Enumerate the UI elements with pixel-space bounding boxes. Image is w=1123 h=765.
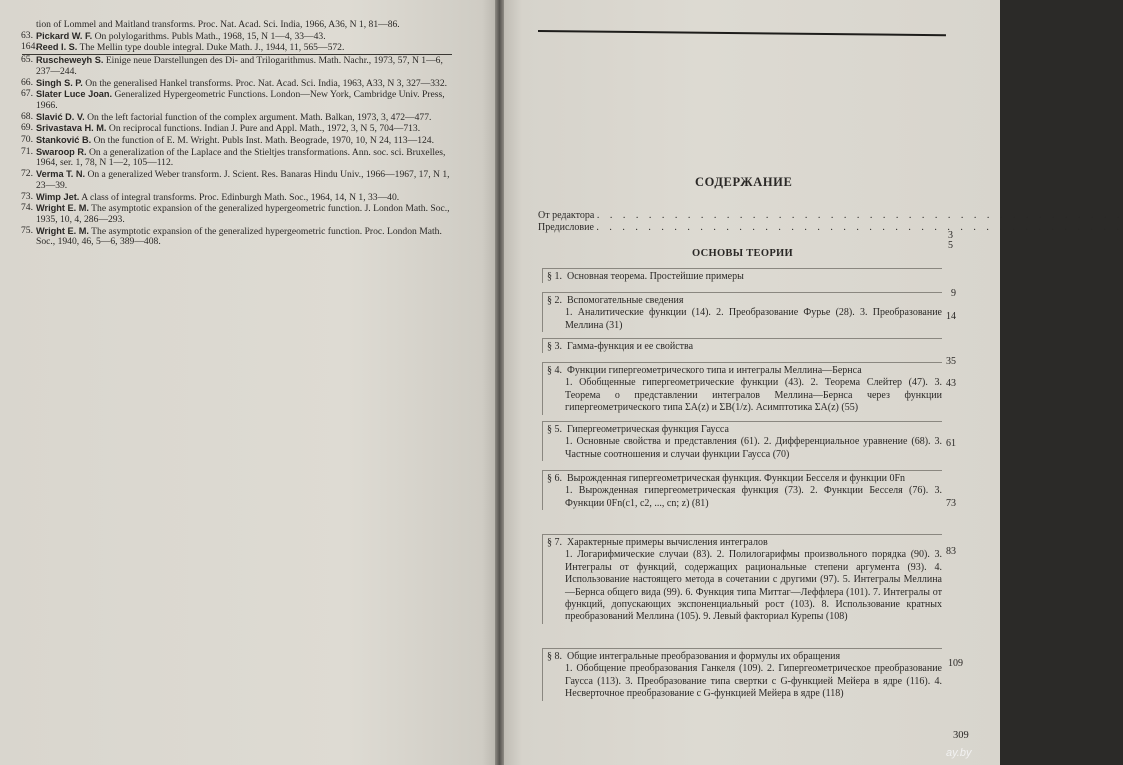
- bib-entry: 164. Reed I. S. The Mellin type double integral. Duke Math. J., 1944, 11, 565—572.: [22, 42, 452, 55]
- toc-page-number: 83: [946, 546, 956, 557]
- toc-page-number: 43: [946, 378, 956, 389]
- toc-section: § 6. Вырожденная гипергеометрическая функция. Функции Бесселя и функции 0Fn 1. Вырожденная гипергеометрическая функция (73). 2. Функции Бесселя (76). 3. Функции 0Fn(c1, c2, ..., cn; z) (81): [542, 470, 942, 510]
- toc-page-number: 35: [946, 356, 956, 367]
- bib-entry: 68. Slavić D. V. On the left factorial function of the complex argument. Math. Balkan, 1973, 3, 472—477.: [21, 110, 432, 123]
- bib-entry: 73. Wimp Jet. A class of integral transforms. Proc. Edinburgh Math. Soc., 1964, 14, N 1, 33—40.: [21, 190, 400, 203]
- bib-entry: 75. Wright E. M. The asymptotic expansion of the generalized hypergeometric function. Proc. London Math. Soc., 1940, 46, 5—6, 389—408.: [21, 224, 442, 248]
- toc-title: СОДЕРЖАНИЕ: [695, 175, 793, 189]
- toc-section: § 8. Общие интегральные преобразования и формулы их обращения 1. Обобщение преобразования Ганкеля (109). 2. Гипергеометрическое преобразование Гаусса (113). 3. Преобразование типа свертки с G-функцией Мейера в ядре (116). 4. Несверточное преобразование с G-функцией Мейера в ядре (118): [542, 648, 942, 701]
- toc-page-number: 3: [948, 230, 953, 241]
- toc-section: § 2. Вспомогательные сведения 1. Аналитические функции (14). 2. Преобразование Фурье (28). 3. Преобразование Меллина (31): [542, 292, 942, 332]
- toc-page-number: 9: [951, 288, 956, 299]
- page-number: 309: [953, 730, 969, 741]
- bib-entry: 71. Swaroop R. On a generalization of the Laplace and the Stieltjes transformations. Ann. soc. sci. Bruxelles, 1964, ser. 1, 78, N 1—2, 105—112.: [21, 145, 446, 169]
- watermark-text: ay.by: [946, 747, 972, 759]
- part-title: ОСНОВЫ ТЕОРИИ: [692, 248, 793, 259]
- bib-entry: 70. Stanković B. On the function of E. M. Wright. Publs Inst. Math. Beograde, 1970, 10, N 24, 113—124.: [21, 134, 434, 147]
- bib-entry: 69. Srivastava H. M. On reciprocal functions. Indian J. Pure and Appl. Math., 1972, 3, N 5, 704—713.: [21, 122, 421, 135]
- toc-section: § 4. Функции гипергеометрического типа и интегралы Меллина—Бернса 1. Обобщенные гипергеометрические функции (43). 2. Теорема Слейтер (47). 3. Теорема о представлении интегралов Меллина—Бернса через функции гипергеометрического типа ΣA(z) и ΣB(1/z). Асимптотика ΣA(z) (55): [542, 362, 942, 415]
- toc-page-number: 73: [946, 498, 956, 509]
- bib-entry: 65. Ruscheweyh S. Einige neue Darstellungen des Di- and Trilogarithmus. Math. Nachr., 1973, 57, N 1—6, 237—244.: [21, 54, 443, 77]
- toc-section: § 5. Гипергеометрическая функция Гаусса 1. Основные свойства и представления (61). 2. Дифференциальное уравнение (68). 3. Частные соотношения и случаи функции Гаусса (70): [542, 421, 942, 461]
- toc-front-entry: Предисловие . . . . . . . . . . . . . . . . . . . . . . . . . . . . . . . . . . . . . . . . .: [538, 222, 1123, 233]
- toc-page-number: 61: [946, 438, 956, 449]
- toc-page-number: 109: [948, 658, 963, 669]
- bib-entry: 67. Slater Luce Joan. Generalized Hypergeometric Functions. London—New York, Cambridge Univ. Press, 1966.: [21, 88, 445, 111]
- bib-entry: 66. Singh S. P. On the generalised Hankel transforms. Proc. Nat. Acad. Sci. India, 1963, A33, N 3, 327—332.: [21, 76, 448, 89]
- toc-page-number: 5: [948, 240, 953, 251]
- bib-entry: 63. Pickard W. F. On polylogarithms. Publs Math., 1968, 15, N 1—4, 33—43.: [21, 29, 326, 42]
- book-gutter: [495, 0, 504, 765]
- bib-entry: tion of Lommel and Maitland transforms. Proc. Nat. Acad. Sci. India, 1966, A36, N 1, 81—86.: [36, 19, 400, 30]
- toc-section: § 1. Основная теорема. Простейшие примеры: [542, 268, 942, 283]
- toc-section: § 3. Гамма-функция и ее свойства: [542, 338, 942, 353]
- bib-entry: 72. Verma T. N. On a generalized Weber transform. J. Scient. Res. Banaras Hindu Univ., 1966—1967, 17, N 1, 23—39.: [21, 168, 450, 191]
- toc-front-entry: От редактора . . . . . . . . . . . . . . . . . . . . . . . . . . . . . . . . . . . . . . . . .: [538, 210, 1123, 221]
- bib-entry: 74. Wright E. M. The asymptotic expansion of the generalized hypergeometric function. J. London Math. Soc., 1935, 10, 4, 286—293.: [21, 202, 450, 225]
- toc-section: § 7. Характерные примеры вычисления интегралов 1. Логарифмические случаи (83). 2. Полилогарифмы произвольного порядка (90). 3. Интегралы от функций, содержащих рациональные степени аргумента (93). 4. Использование настоящего метода в сочетании с другими (97). 5. Интегралы Меллина—Бернса общего вида (99). 6. Функция типа Миттаг—Леффлера (101). 7. Интегралы от функций, допускающих экспоненциальный рост (103). 8. Использование кратных преобразований Меллина (105). 9. Левый факториал Курепы (108): [542, 534, 942, 624]
- toc-page-number: 14: [946, 311, 956, 322]
- bibliography-list: [22, 20, 452, 248]
